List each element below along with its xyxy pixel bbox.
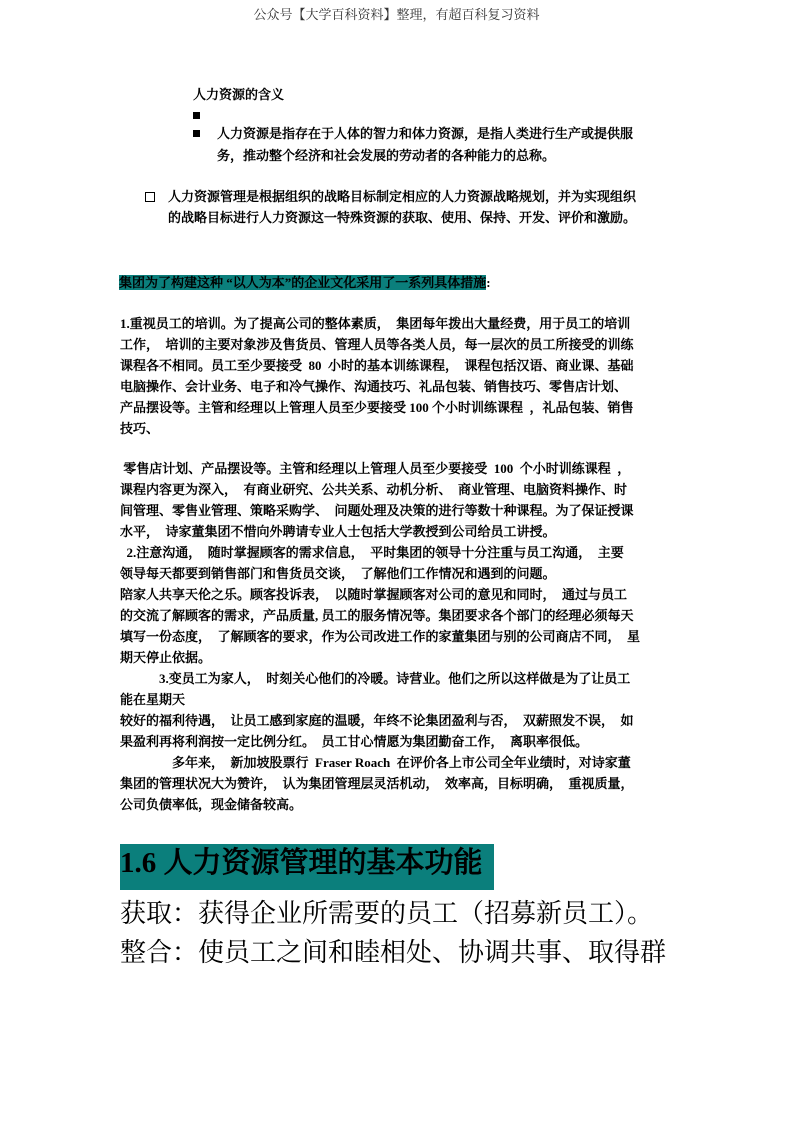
bullet-square-icon	[193, 112, 200, 119]
bullet-square-icon	[193, 130, 200, 137]
definition-line: 人力资源管理是根据组织的战略目标制定相应的人力资源战略规划，并为实现组织	[168, 189, 637, 204]
body-line: 技巧、	[120, 421, 160, 436]
body-line: 期天停止依据。	[120, 650, 212, 665]
body-line: 能在星期天	[120, 692, 186, 707]
body-line: 领导每天都要到销售部门和售货员交谈， 了解他们工作情况和遇到的问题。	[120, 566, 556, 581]
body-line: 零售店计划、产品摆设等。主管和经理以上管理人员至少要接受 100 个小时训练课程 ，	[120, 461, 631, 476]
bullet-text-line: 人力资源是指存在于人体的智力和体力资源，是指人类进行生产或提供服	[217, 126, 634, 141]
page-header: 公众号【大学百科资料】整理，有超百科复习资料	[253, 7, 540, 22]
body-line: 课程内容更为深入， 有商业研究、公共关系、动机分析、 商业管理、电脑资料操作、时	[120, 482, 628, 497]
body-line: 课程各不相同。员工至少要接受 80 小时的基本训练课程， 课程包括汉语、商业课、基础	[120, 358, 634, 373]
body-line: 果盈利再将利润按一定比例分红。 员工甘心情愿为集团勤奋工作， 离职率很低。	[120, 734, 589, 749]
body-line: 3.变员工为家人， 时刻关心他们的冷暖。诗营业。他们之所以这样做是为了让员工	[120, 671, 631, 686]
body-line: 填写一份态度， 了解顾客的要求，作为公司改进工作的家董集团与别的公司商店不同， 星	[120, 629, 641, 644]
body-line: 工作， 培训的主要对象涉及售货员、管理人员等各类人员，每一层次的员工所接受的训练	[120, 337, 634, 352]
body-line: 集团的管理状况大为赞许， 认为集团管理层灵活机动， 效率高，目标明确， 重视质量，	[120, 776, 634, 791]
body-line: 的交流了解顾客的需求，产品质量, 员工的服务情况等。集团要求各个部门的经理必须每天	[120, 608, 634, 623]
body-line: 水平， 诗家董集团不惜向外聘请专业人士包括大学教授到公司给员工讲授。	[120, 524, 556, 539]
definition-line: 的战略目标进行人力资源这一特殊资源的获取、使用、保持、开发、评价和激励。	[168, 210, 637, 225]
body-line: 2.注意沟通， 随时掌握顾客的需求信息， 平时集团的领导十分注重与员工沟通， 主要	[120, 545, 624, 560]
highlighted-text: 集团为了构建这种 “以人为本”的企业文化采用了一系列具体措施	[119, 275, 487, 290]
colon: :	[486, 275, 491, 290]
body-line: 多年来， 新加坡股票行 Fraser Roach 在评价各上市公司全年业绩时，对诗家董	[120, 755, 631, 770]
body-line: 1.重视员工的培训。为了提高公司的整体素质， 集团每年拨出大量经费，用于员工的培训	[120, 316, 631, 331]
section-title: 人力资源的含义	[193, 87, 285, 102]
function-line: 获取：获得企业所需要的员工（招募新员工）。	[120, 898, 654, 928]
body-line: 陪家人共享天伦之乐。顾客投诉表， 以随时掌握顾客对公司的意见和同时， 通过与员工	[120, 587, 628, 602]
body-line: 间管理、零售业管理、策略采购学、 问题处理及决策的进行等数十种课程。为了保证授课	[120, 503, 634, 518]
body-line: 较好的福利待遇， 让员工感到家庭的温暖，年终不论集团盈利与否， 双薪照发不误， 如	[120, 713, 634, 728]
body-line: 公司负债率低，现金储备较高。	[120, 797, 303, 812]
bullet-text-line: 务，推动整个经济和社会发展的劳动者的各种能力的总称。	[217, 148, 556, 163]
hollow-bullet-icon	[145, 192, 155, 202]
body-line: 产品摆设等。主管和经理以上管理人员至少要接受 100 个小时训练课程 ，礼品包装、销售	[120, 400, 634, 415]
section-heading: 1.6 人力资源管理的基本功能	[120, 844, 494, 890]
function-line: 整合：使员工之间和睦相处、协调共事、取得群	[120, 937, 667, 967]
highlighted-intro	[119, 274, 491, 292]
body-line: 电脑操作、会计业务、电子和冷气操作、沟通技巧、礼品包装、销售技巧、零售店计划、	[120, 379, 628, 394]
